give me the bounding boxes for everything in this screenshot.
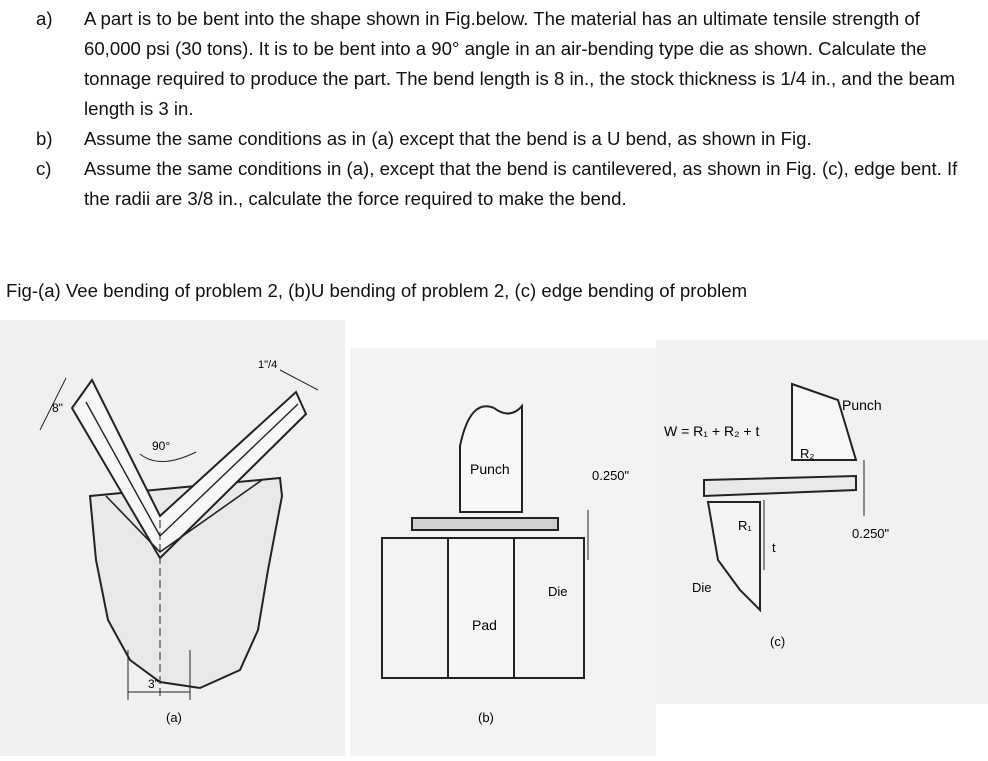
- figure-area: [0, 320, 988, 756]
- edge-r2-label: R₂: [800, 446, 815, 461]
- question-list: [30, 4, 980, 214]
- vee-angle-label: 90°: [152, 439, 171, 453]
- figure-caption: Fig-(a) Vee bending of problem 2, (b)U bending of problem 2, (c) edge bending of problem: [6, 280, 748, 301]
- edge-caption: (c): [770, 634, 786, 649]
- edge-r1-label: R₁: [738, 518, 752, 533]
- u-die-label: Die: [548, 584, 568, 599]
- u-punch-label: Punch: [470, 461, 510, 477]
- edge-thickness-label: 0.250": [852, 526, 890, 541]
- u-thickness-label: 0.250": [592, 468, 630, 483]
- u-stock-strip: [412, 518, 558, 530]
- question-text: A part is to be bent into the shape shown in Fig.below. The material has an ultimate tensile strength of 60,000 psi (30 tons). It is to be bent into a 90° angle in an air-bending type die as shown. Calculate the tonnage required to produce the part. The bend length is 8 in., the stock thickness is 1/4 in., and the beam length is 3 in.: [84, 8, 956, 119]
- question-label: c): [36, 158, 52, 179]
- u-left-block: [382, 538, 448, 678]
- u-pad: [448, 538, 514, 678]
- u-caption: (b): [478, 710, 494, 725]
- u-punch: [460, 406, 522, 512]
- question-text: Assume the same conditions as in (a) except that the bend is a U bend, as shown in Fig.: [84, 128, 812, 149]
- edge-die-label: Die: [692, 580, 712, 595]
- u-die: [514, 538, 584, 678]
- vee-length-label: 8": [52, 401, 63, 415]
- vee-caption: (a): [166, 710, 182, 725]
- vee-thickness-label: 1"/4: [258, 359, 278, 371]
- question-a: [30, 4, 980, 124]
- question-c: [30, 154, 980, 214]
- question-text: Assume the same conditions in (a), except that the bend is cantilevered, as shown in Fig. (c), edge bent. If the radii are 3/8 in., calculate the force required to make the bend.: [84, 158, 958, 209]
- question-label: a): [36, 8, 53, 29]
- edge-punch-label: Punch: [842, 397, 882, 413]
- vee-beam-label: 3": [148, 677, 159, 691]
- question-b: [30, 124, 980, 154]
- edge-formula: W = R₁ + R₂ + t: [664, 423, 760, 439]
- u-pad-label: Pad: [472, 617, 497, 633]
- question-label: b): [36, 128, 53, 149]
- edge-t-label: t: [772, 540, 776, 555]
- figure-drawings: [0, 320, 988, 756]
